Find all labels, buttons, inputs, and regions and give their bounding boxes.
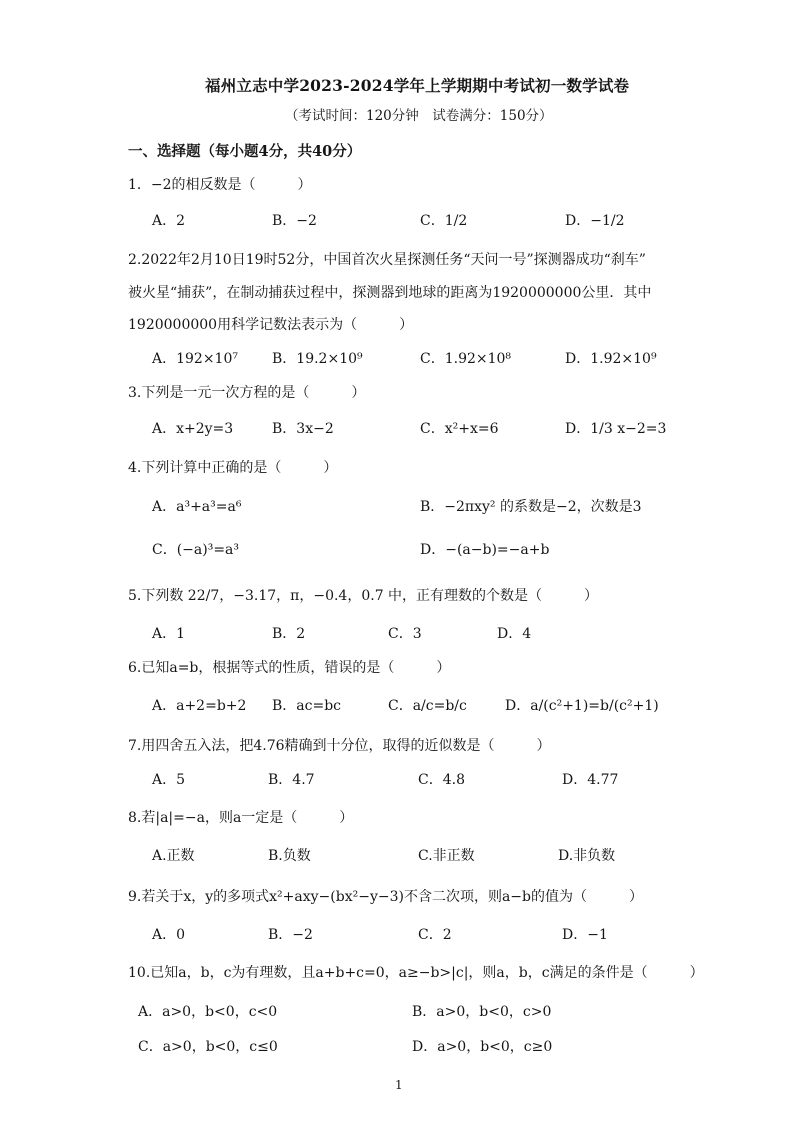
question-7-stem: 7.用四舍五入法，把4.76精确到十分位，取得的近似数是（ ） (128, 738, 551, 754)
q2-option-a: A．192×10⁷ (152, 351, 238, 367)
q7-option-b: B．4.7 (268, 772, 315, 788)
q1-option-c: C．1/2 (420, 213, 468, 229)
exam-info: （考试时间：120分钟 试卷满分：150分） (285, 108, 553, 124)
q6-option-a: A．a+2=b+2 (152, 698, 247, 714)
q9-option-c: C．2 (418, 927, 452, 943)
q7-option-a: A．5 (152, 772, 186, 788)
q10-option-c: C．a>0，b<0，c≤0 (138, 1039, 278, 1055)
page-number: 1 (395, 1078, 403, 1092)
question-8-stem: 8.若|a|=−a，则a一定是（ ） (128, 810, 354, 826)
question-2-stem-line-2: 被火星“捕获”，在制动捕获过程中，探测器到地球的距离为1920000000公里．其中 (128, 285, 652, 301)
q1-option-b: B．−2 (272, 213, 317, 229)
question-1-stem: 1．−2的相反数是（ ） (128, 177, 312, 193)
q8-option-c: C.非正数 (418, 848, 475, 864)
question-2-stem-line-1: 2.2022年2月10日19时52分，中国首次火星探测任务“天问一号”探测器成功“刹车” (128, 252, 646, 268)
q5-option-d: D．4 (497, 626, 532, 642)
q5-option-a: A．1 (152, 626, 186, 642)
q6-option-b: B．ac=bc (272, 698, 342, 714)
q3-option-b: B．3x−2 (272, 421, 334, 437)
q5-option-b: B．2 (272, 626, 306, 642)
q4-option-b: B．−2πxy² 的系数是−2，次数是3 (420, 499, 642, 515)
q6-option-c: C．a/c=b/c (388, 698, 467, 714)
q3-option-d: D．1/3 x−2=3 (565, 421, 667, 437)
q4-option-c: C．(−a)³=a³ (152, 542, 240, 558)
q2-option-c: C．1.92×10⁸ (420, 351, 512, 367)
q1-option-d: D．−1/2 (565, 213, 625, 229)
q7-option-d: D．4.77 (562, 772, 619, 788)
question-5-stem: 5.下列数 22/7，−3.17，π，−0.4，0.7 中，正有理数的个数是（ ） (128, 588, 599, 604)
q2-option-d: D．1.92×10⁹ (565, 351, 657, 367)
q3-option-a: A．x+2y=3 (152, 421, 234, 437)
q8-option-b: B.负数 (268, 848, 311, 864)
question-2-stem-line-3: 1920000000用科学记数法表示为（ ） (128, 317, 414, 333)
question-4-stem: 4.下列计算中正确的是（ ） (128, 460, 338, 476)
q7-option-c: C．4.8 (418, 772, 465, 788)
q10-option-d: D．a>0，b<0，c≥0 (412, 1039, 553, 1055)
q8-option-a: A.正数 (152, 848, 195, 864)
q4-option-d: D．−(a−b)=−a+b (420, 542, 550, 558)
question-10-stem: 10.已知a，b，c为有理数，且a+b+c=0，a≥−b>|c|，则a，b，c满足的条件是（ ） (128, 965, 704, 981)
q2-option-b: B．19.2×10⁹ (272, 351, 363, 367)
q5-option-c: C．3 (388, 626, 422, 642)
exam-title: 福州立志中学2023-2024学年上学期期中考试初一数学试卷 (205, 76, 630, 95)
q6-option-d: D．a/(c²+1)=b/(c²+1) (505, 698, 659, 714)
q1-option-a: A．2 (152, 213, 186, 229)
q9-option-b: B．−2 (268, 927, 313, 943)
section-heading: 一、选择题（每小题4分，共40分） (128, 143, 362, 160)
q8-option-d: D.非负数 (558, 848, 616, 864)
q9-option-a: A．0 (152, 927, 186, 943)
q3-option-c: C．x²+x=6 (420, 421, 499, 437)
question-6-stem: 6.已知a=b，根据等式的性质，错误的是（ ） (128, 660, 451, 676)
q4-option-a: A．a³+a³=a⁶ (152, 499, 242, 515)
question-9-stem: 9.若关于x，y的多项式x²+axy−(bx²−y−3)不含二次项，则a−b的值为（ ） (128, 889, 643, 905)
q10-option-a: A．a>0，b<0，c<0 (138, 1004, 278, 1020)
question-3-stem: 3.下列是一元一次方程的是（ ） (128, 385, 366, 401)
q10-option-b: B．a>0，b<0，c>0 (412, 1004, 552, 1020)
q9-option-d: D．−1 (562, 927, 608, 943)
